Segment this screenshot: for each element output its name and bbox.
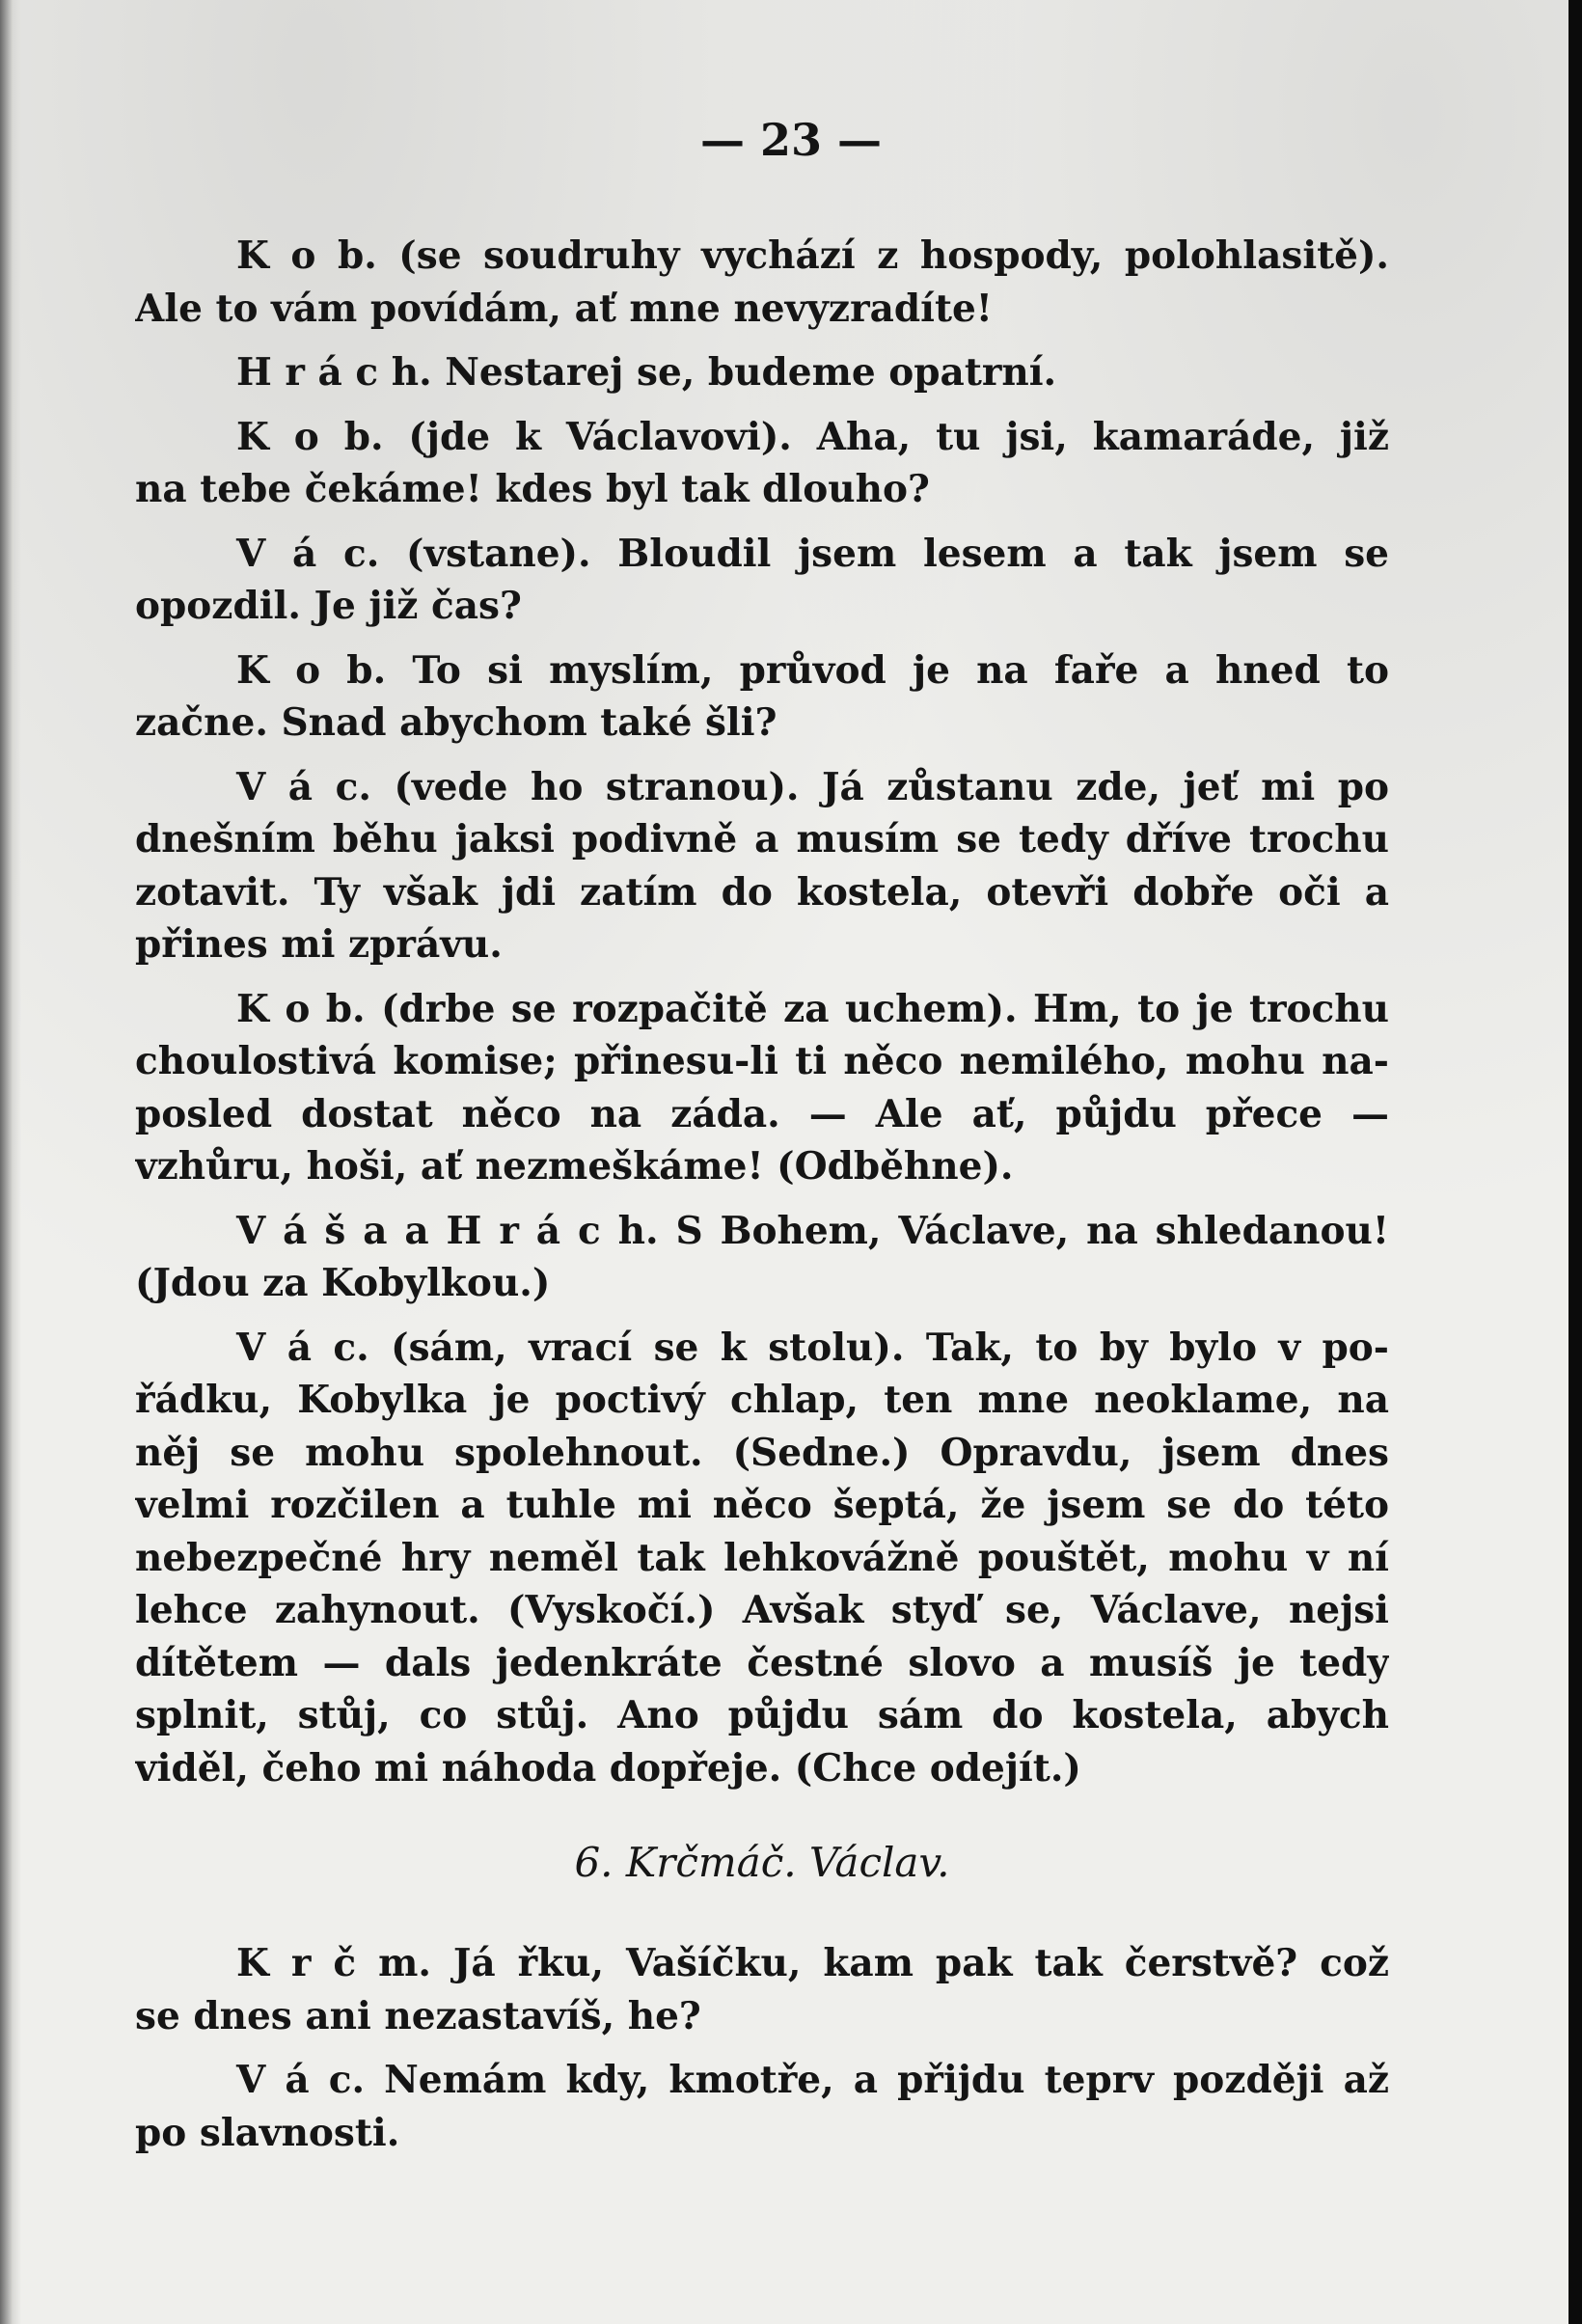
text-line: V á c. Nemám kdy, kmotře, a přijdu teprv později až <box>236 2058 1389 2102</box>
text-line: posled dostat něco na záda. — Ale ať, půjdu přece — <box>135 1091 1389 1136</box>
scene-heading: 6. Krčmáč. Václav. <box>574 1839 950 1886</box>
text-line: zotavit. Ty však jdi zatím do kostela, otevři dobře oči a <box>135 869 1389 915</box>
dialogue-paragraph <box>135 528 1389 633</box>
text-line: K r č m. Já řku, Vašíčku, kam pak tak čerstvě? což <box>236 1941 1389 1985</box>
dialogue-paragraph <box>135 1937 1389 2042</box>
text-line: Ale to vám povídám, ať mne nevyzradíte! <box>135 286 993 331</box>
page-text <box>135 230 1389 2159</box>
dialogue-paragraph <box>135 983 1389 1193</box>
dialogue-paragraph <box>135 230 1389 335</box>
text-line: (Jdou za Kobylkou.) <box>135 1261 551 1305</box>
text-line: vzhůru, hoši, ať nezmeškáme! (Odběhne). <box>135 1144 1014 1189</box>
scan-border <box>1568 0 1582 2324</box>
paragraph-gap <box>135 971 1389 983</box>
text-line: opozdil. Je již čas? <box>135 584 522 628</box>
paragraph-gap <box>135 335 1389 346</box>
text-line: lehce zahynout. (Vyskočí.) Avšak styď se, Václave, nejsi <box>135 1588 1389 1632</box>
paragraph-gap <box>135 516 1389 528</box>
text-line: K o b. To si myslím, průvod je na faře a hned to <box>236 647 1389 693</box>
text-line: se dnes ani nezastavíš, he? <box>135 1993 701 2038</box>
text-line: přines mi zprávu. <box>135 922 503 967</box>
dialogue-before-scene <box>135 230 1389 1794</box>
text-line: začne. Snad abychom také šli? <box>135 700 777 745</box>
dialogue-paragraph <box>135 1205 1389 1310</box>
text-line: choulostivá komise; přinesu-li ti něco nemilého, mohu na- <box>135 1039 1389 1083</box>
text-line: V á c. (sám, vrací se k stolu). Tak, to by bylo v po- <box>236 1325 1389 1370</box>
text-line: H r á c h. Nestarej se, budeme opatrní. <box>236 350 1057 395</box>
text-line: po slavnosti. <box>135 2110 400 2155</box>
page-edge-shadow <box>0 0 21 2324</box>
text-line: dítětem — dals jedenkráte čestné slovo a musíš je tedy <box>135 1640 1389 1685</box>
paragraph-gap <box>135 750 1389 761</box>
text-line: viděl, čeho mi náhoda dopřeje. (Chce odejít.) <box>135 1745 1081 1791</box>
text-line: dnešním běhu jaksi podivně a musím se tedy dříve trochu <box>135 817 1389 861</box>
text-line: K o b. (drbe se rozpačitě za uchem). Hm, to je trochu <box>236 986 1389 1031</box>
paragraph-gap <box>135 399 1389 411</box>
text-line: splnit, stůj, co stůj. Ano půjdu sám do kostela, abych <box>135 1693 1389 1737</box>
text-line: velmi rozčilen a tuhle mi něco šeptá, že jsem se do této <box>135 1483 1389 1527</box>
text-line: nebezpečné hry neměl tak lehkovážně pouštět, mohu v ní <box>135 1535 1389 1580</box>
text-line: K o b. (se soudruhy vychází z hospody, polohlasitě). <box>236 233 1389 278</box>
dialogue-paragraph <box>135 761 1389 971</box>
dialogue-paragraph <box>135 1322 1389 1795</box>
text-line: V á c. (vede ho stranou). Já zůstanu zde, jeť mi po <box>236 764 1389 809</box>
dialogue-paragraph <box>135 644 1389 750</box>
text-line: na tebe čekáme! kdes byl tak dlouho? <box>135 467 930 511</box>
paragraph-gap <box>135 633 1389 644</box>
paragraph-gap <box>135 1193 1389 1205</box>
dialogue-after-scene <box>135 1937 1389 2159</box>
dialogue-paragraph <box>135 346 1389 399</box>
text-line: K o b. (jde k Václavovi). Aha, tu jsi, kamaráde, již <box>236 414 1389 459</box>
text-line: V á c. (vstane). Bloudil jsem lesem a tak jsem se <box>236 531 1389 576</box>
paragraph-gap <box>135 2042 1389 2054</box>
text-line: V á š a a H r á c h. S Bohem, Václave, na shledanou! <box>236 1208 1389 1253</box>
dialogue-paragraph <box>135 411 1389 516</box>
text-line: něj se mohu spolehnout. (Sedne.) Opravdu, jsem dnes <box>135 1430 1389 1475</box>
text-line: řádku, Kobylka je poctivý chlap, ten mne neoklame, na <box>135 1378 1389 1422</box>
page-number: — 23 — <box>699 114 883 166</box>
paragraph-gap <box>135 1310 1389 1322</box>
dialogue-paragraph <box>135 2054 1389 2159</box>
